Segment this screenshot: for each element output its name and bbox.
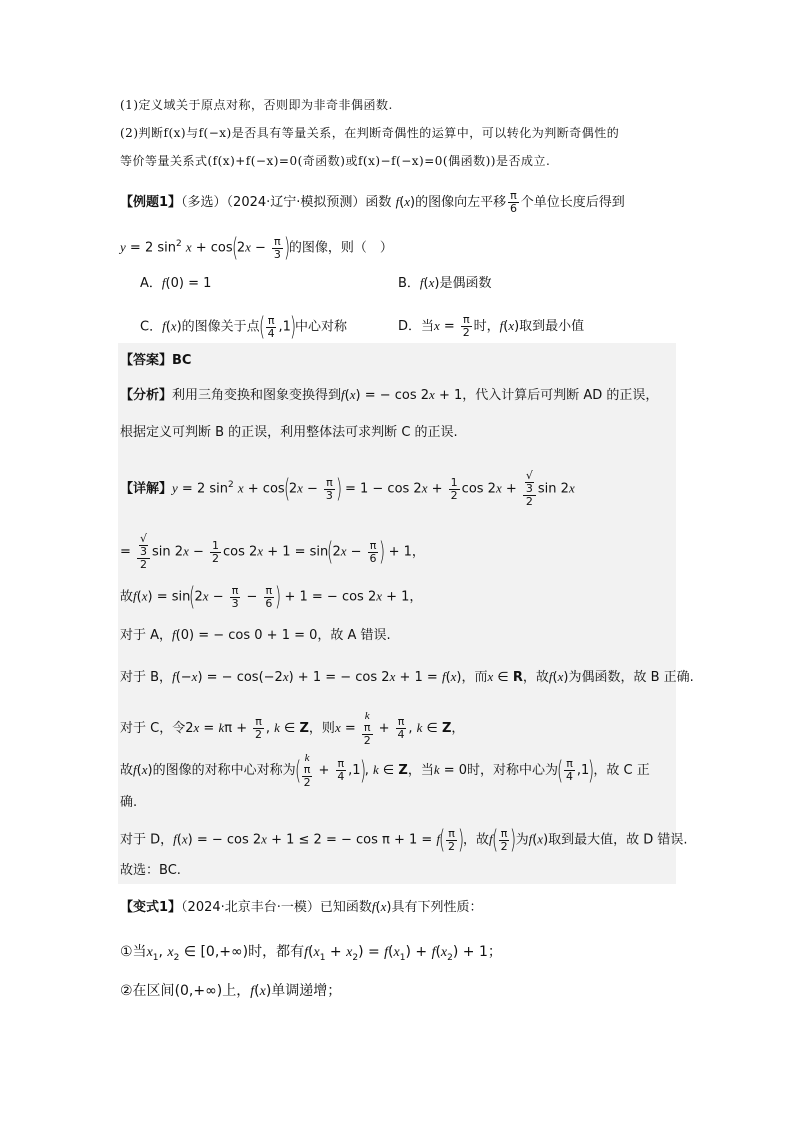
detail-choose: 故选：BC. [120,863,181,878]
example-stem-line-2: y = 2 $\sin^2 x + \cos(2x$ − $\frac{\pi}{3}$ )的图像，则（ ） [120,233,393,263]
variant-property-1: ①当$x_1$, $x_2$ ∈ [0,+∞)时，都有$f(x_1 + x_2) = f(x_1) + f(x_2) + 1$； [120,944,502,963]
intro-line-3: 等价等量关系式(f(x)+f(−x)=0(奇函数)或f(x)−f(−x)=0(偶函数))是否成立. [120,154,551,168]
option-c: C．f(x)的图像关于点( $\frac{\pi}{4}$ ,1)中心对称 [140,312,348,342]
detail-line-2: = √ 3 2 sin 2x − $\frac{1}{2}$ cos 2x + 1 = sin(2x − $\frac{\pi}{6}$ ) + 1， [120,532,425,571]
detail-line-1: 【详解】y = 2 $\sin^2 x + \cos(2x$ − $\frac{\pi}{3}$ ) = 1 − cos 2x + $\frac{1}{2}$ cos 2x + √ 3 2 sin 2x [120,469,575,508]
detail-line-c3: 确. [120,795,138,810]
intro-line-1: (1)定义域关于原点对称，否则即为非奇非偶函数. [120,98,393,112]
detail-line-a: 对于 A，f(0) = − cos 0 + 1 = 0，故 A 错误. [120,627,391,643]
intro-line-2: (2)判断f(x)与f(−x)是否具有等量关系，在判断奇偶性的运算中，可以转化为判断奇偶性的 [120,126,620,140]
answer-line: 【答案】BC [120,353,192,368]
analysis-line-2: 根据定义可判断 B 的正误，利用整体法可求判断 C 的正误. [120,425,458,440]
example-source: （多选）（2024·辽宁·模拟预测） [181,195,366,210]
variant-line-1: 【变式1】（2024·北京丰台·一模）已知函数f(x)具有下列性质： [120,899,483,915]
detail-line-b: 对于 B，f(−x) = − cos(−2x) + 1 = − cos 2x + 1 = f(x)，而x ∈ R，故f(x)为偶函数，故 B 正确. [120,669,694,685]
detail-line-d: 对于 D，f(x) = − cos 2x + 1 ≤ 2 = − cos π + 1 = f( $\frac{\pi}{2}$ )，故f( $\frac{\pi}{2}$ )为f(x)取到最大值，故 D 错误. [120,825,688,855]
answer-value: BC [172,353,192,368]
example-stem-line-1: 【例题1】（多选）（2024·辽宁·模拟预测）函数 f(x)的图像向左平移 $\frac{\pi}{6}$ 个单位长度后得到 [120,189,625,215]
detail-line-c2: 故f(x)的图像的对称中心对称为( k π 2 + $\frac{\pi}{4}$ ,1), k ∈ Z，当k = 0时，对称中心为( $\frac{\pi}{4}$ ,1)，故 C 正 [120,752,650,789]
option-d: D．当x = $\frac{\pi}{2}$ 时，f(x)取到最小值 [398,313,585,339]
option-a: A．f(0) = 1 [140,275,212,291]
example-tag: 【例题1】 [120,195,182,210]
detail-line-3: 故f(x) = sin(2x − $\frac{\pi}{3}$ − $\frac{\pi}{6}$ ) + 1 = − cos 2x + 1， [120,582,423,612]
analysis-line-1: 【分析】利用三角变换和图象变换得到f(x) = − cos 2x + 1，代入计算后可判断 AD 的正误， [120,387,659,403]
option-b: B．f(x)是偶函数 [398,275,492,291]
detail-line-c1: 对于 C，令2x = kπ + $\frac{\pi}{2}$ , k ∈ Z，则x = k π 2 + $\frac{\pi}{4}$ , k ∈ Z， [120,710,465,747]
variant-property-2: ②在区间(0,+∞)上，f(x)单调递增； [120,983,342,999]
